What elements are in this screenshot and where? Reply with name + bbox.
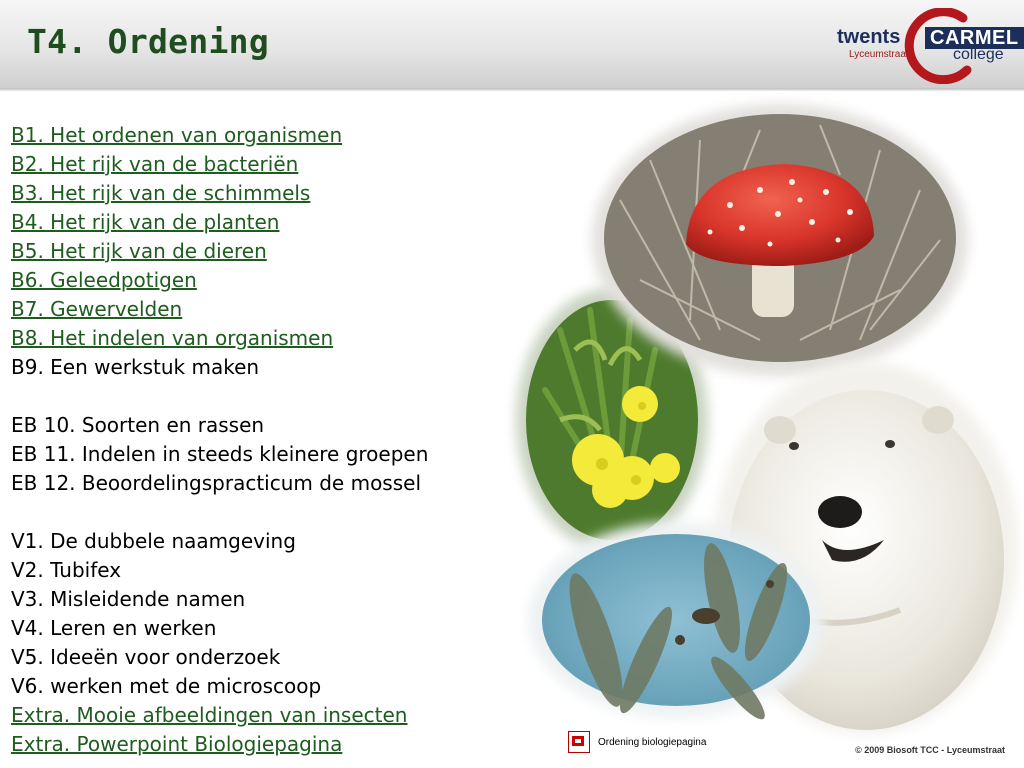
menu-item-link[interactable]: B4. Het rijk van de planten (11, 210, 280, 234)
menu-item-link[interactable]: B5. Het rijk van de dieren (11, 239, 267, 263)
menu-item-label: EB 11. Indelen in steeds kleinere groepen (11, 442, 429, 466)
menu-item-label: B9. Een werkstuk maken (11, 355, 260, 379)
slide-footer: © 2009 Biosoft TCC - Lyceumstraat (855, 745, 1005, 755)
menu-item-link[interactable]: B6. Geleedpotigen (11, 268, 197, 292)
menu-item-label: V5. Ideeën voor onderzoek (11, 645, 281, 669)
slide-title: T4. Ordening (27, 22, 270, 61)
menu-item-link[interactable]: B1. Het ordenen van organismen (11, 123, 343, 147)
menu-item-label: V3. Misleidende namen (11, 587, 246, 611)
logo-subtitle: Lyceumstraat (849, 49, 909, 60)
menu-item-label: V6. werken met de microscoop (11, 674, 322, 698)
menu-item-label: V2. Tubifex (11, 558, 122, 582)
pdf-link-ordening[interactable] (568, 731, 706, 753)
menu-item-label: V4. Leren en werken (11, 616, 217, 640)
pdf-document-icon[interactable] (568, 731, 590, 753)
menu-item-link[interactable]: Extra. Powerpoint Biologiepagina (11, 732, 343, 756)
pdf-link-label[interactable]: Ordening biologiepagina (598, 736, 707, 748)
menu-item-link[interactable]: Extra. Mooie afbeeldingen van insecten (11, 703, 408, 727)
menu-item-label: EB 10. Soorten en rassen (11, 413, 265, 437)
logo-word-college: college (953, 46, 1004, 63)
menu-item-label: V1. De dubbele naamgeving (11, 529, 296, 553)
menu-item-link[interactable]: B7. Gewervelden (11, 297, 183, 321)
menu-item-label: EB 12. Beoordelingspracticum de mossel (11, 471, 422, 495)
pdf-icon-shape-inner (575, 739, 581, 743)
menu-item-link[interactable]: B2. Het rijk van de bacteriën (11, 152, 299, 176)
fly-agaric-mushroom-image (592, 104, 968, 376)
logo-word-carmel: CARMEL (925, 27, 1024, 49)
menu-item-link[interactable]: B3. Het rijk van de schimmels (11, 181, 311, 205)
logo-word-twents: twents (837, 26, 901, 48)
menu-item-link[interactable]: B8. Het indelen van organismen (11, 326, 334, 350)
